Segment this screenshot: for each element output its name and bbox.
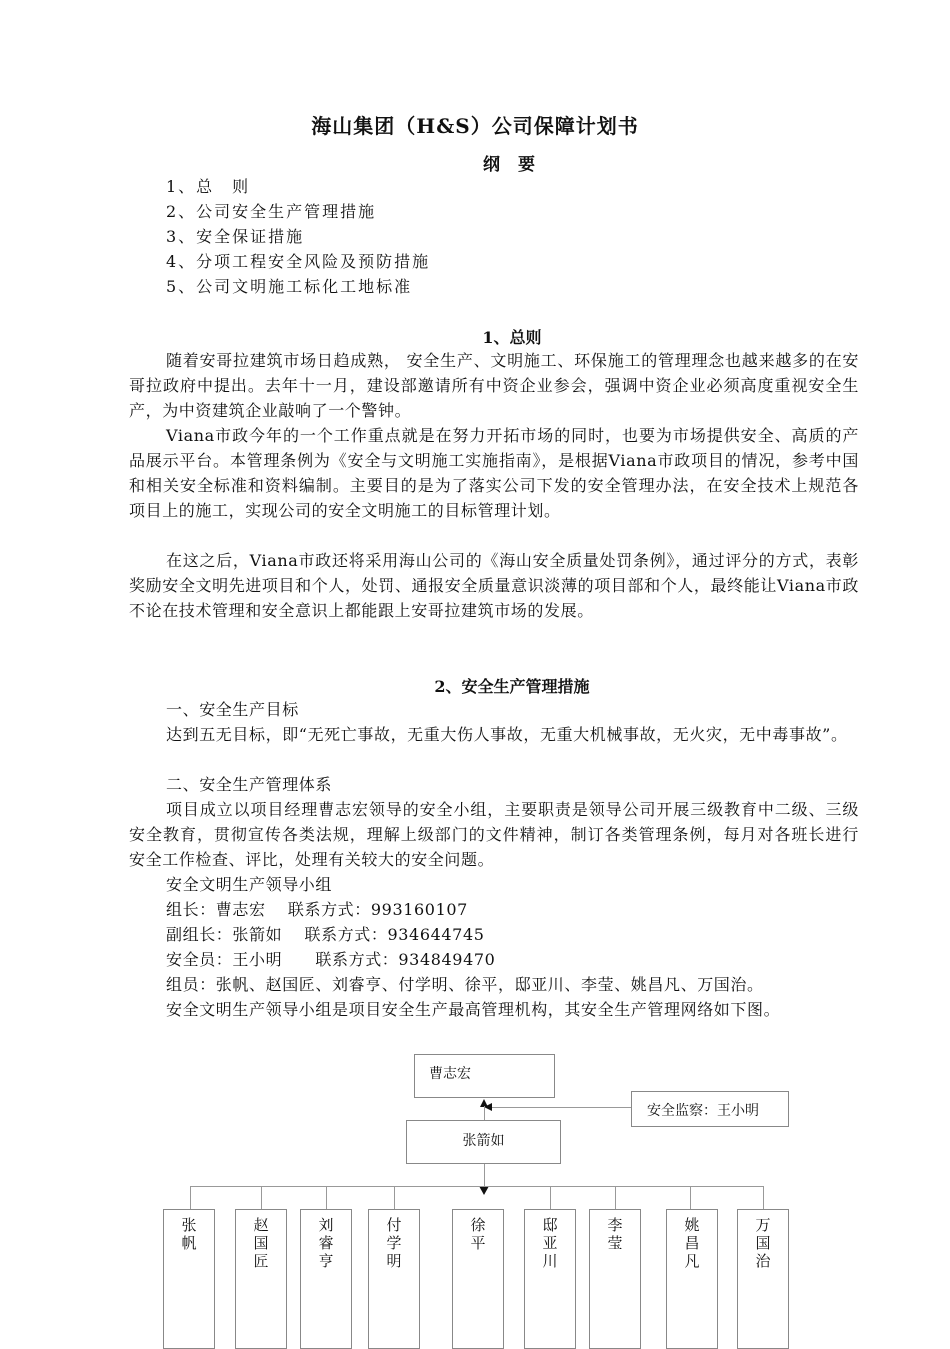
goal-paragraph: 达到五无目标，即“无死亡事故，无重大伤人事故，无重大机械事故，无火灾，无中毒事故”。 [166,725,848,744]
section1-paragraph: Viana市政今年的一个工作重点就是在努力开拓市场的同时，也要为市场提供安全、高质的产品展示平台。本管理条例为《安全与文明施工实施指南》，是根据Viana市政项目的情况，参考中国和相关安全标准和资料编制。主要目的是为了落实公司下发的安全管理办法，在安全技术上规范各项目上的施工，实现公司的安全文明施工的目标管理计划。 [129,426,859,520]
org-member-box [666,1209,718,1349]
org-member-box [737,1209,789,1349]
document-subtitle: 纲 要 [483,155,541,175]
group-title: 安全文明生产领导小组 [166,875,333,894]
toc-item: 2、公司安全生产管理措施 [166,202,377,221]
branch-drop [394,1186,395,1209]
document-title: 海山集团（H&S）公司保障计划书 [311,114,639,138]
branch-line [190,1186,764,1187]
org-member-name: 赵国匠 [253,1216,269,1270]
org-member-box [368,1209,420,1349]
toc-item: 3、安全保证措施 [166,227,305,246]
org-top-box [414,1054,555,1098]
org-member-name: 姚昌凡 [684,1216,700,1270]
branch-drop [261,1186,262,1209]
org-member-name: 万国治 [755,1216,771,1270]
org-middle-box [406,1120,561,1164]
org-member-name: 李莹 [607,1216,623,1252]
leader-line: 组长：曹志宏 联系方式：993160107 [166,900,468,919]
middle-connector [484,1164,485,1186]
branch-drop [190,1186,191,1209]
org-member-name: 邸亚川 [542,1216,558,1270]
subheading-system: 二、安全生产管理体系 [166,775,333,794]
org-member-name: 张帆 [181,1216,197,1252]
supervisor-connector [492,1107,631,1108]
branch-drop [690,1186,691,1209]
branch-drop [615,1186,616,1209]
toc-item: 5、公司文明施工标化工地标准 [166,277,413,296]
top-connector [484,1106,485,1120]
org-member-box [589,1209,641,1349]
org-supervisor-label: 安全监察：王小明 [647,1103,759,1119]
subheading-goal: 一、安全生产目标 [166,700,299,719]
org-supervisor-box [631,1091,789,1127]
branch-drop [326,1186,327,1209]
org-member-name: 刘睿亨 [318,1216,334,1270]
org-member-box [524,1209,576,1349]
org-member-box [300,1209,352,1349]
table-of-contents [166,174,430,299]
branch-drop [763,1186,764,1209]
system-paragraph: 项目成立以项目经理曹志宏领导的安全小组，主要职责是领导公司开展三级教育中二级、三级安全教育，贯彻宣传各类法规，理解上级部门的文件精神，制订各类管理条例，每月对各班长进行安全工作检查、评比，处理有关较大的安全问题。 [129,800,859,869]
toc-item: 4、分项工程安全风险及预防措施 [166,252,431,271]
branch-drop [550,1186,551,1209]
section2-heading: 2、安全生产管理措施 [434,677,590,696]
org-member-box [235,1209,287,1349]
deputy-line: 副组长：张箭如 联系方式：934644745 [166,925,485,944]
section1-heading: 1、总则 [482,328,542,347]
section1-paragraph: 在这之后，Viana市政还将采用海山公司的《海山安全质量处罚条例》，通过评分的方式，表彰奖励安全文明先进项目和个人，处罚、通报安全质量意识淡薄的项目部和个人，最终能让Viana市政不论在技术管理和安全意识上都能跟上安哥拉建筑市场的发展。 [129,551,859,620]
members-line: 组员：张帆、赵国匠、刘睿亨、付学明、徐平，邸亚川、李莹、姚昌凡、万国治。 [166,975,764,994]
toc-item: 1、总 则 [166,177,251,196]
org-member-name: 付学明 [386,1216,402,1270]
org-top-label: 曹志宏 [429,1066,471,1082]
org-member-box [163,1209,215,1349]
org-member-box [452,1209,504,1349]
safety-officer-line: 安全员：王小明 联系方式：934849470 [166,950,496,969]
section1-paragraph: 随着安哥拉建筑市场日趋成熟， 安全生产、文明施工、环保施工的管理理念也越来越多的在安哥拉政府中提出。去年十一月，建设部邀请所有中资企业参会，强调中资企业必须高度重视安全生产，为中资建筑企业敲响了一个警钟。 [129,351,859,420]
network-paragraph: 安全文明生产领导小组是项目安全生产最高管理机构，其安全生产管理网络如下图。 [166,1000,781,1019]
org-member-name: 徐平 [470,1216,486,1252]
arrow-down-icon [479,1186,489,1195]
org-middle-label: 张箭如 [462,1133,505,1149]
